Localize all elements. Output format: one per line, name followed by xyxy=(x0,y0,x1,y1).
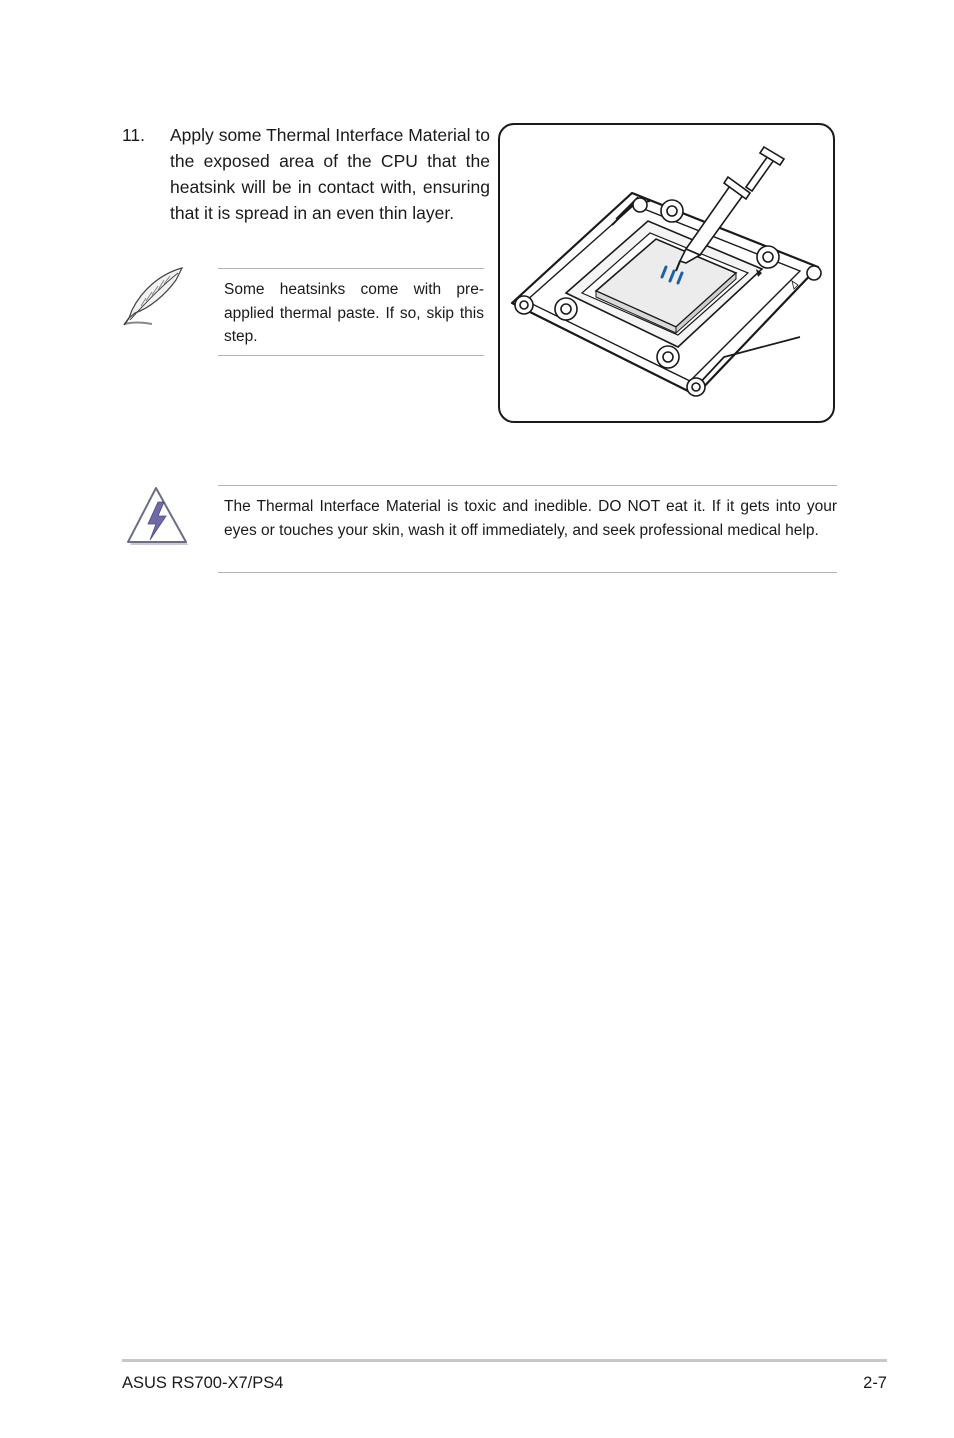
step-instruction: Apply some Thermal Interface Material to the exposed area of the CPU that the heatsink will be in contact with, ensuring that it is spread in an even thin layer. xyxy=(170,125,490,223)
warning-callout xyxy=(218,485,837,573)
step-number: 11. xyxy=(122,125,146,145)
footer-product-name: ASUS RS700-X7/PS4 xyxy=(122,1374,284,1392)
footer-divider xyxy=(122,1359,887,1362)
warning-lightning-icon xyxy=(124,484,190,548)
footer-page-number: 2-7 xyxy=(863,1374,887,1392)
note-callout xyxy=(218,268,484,356)
cpu-socket-figure xyxy=(498,123,835,423)
feather-pen-icon xyxy=(120,264,186,330)
warning-text: The Thermal Interface Material is toxic and inedible. DO NOT eat it. If it gets into your eyes or touches your skin, wash it off immediately, and seek professional medical help. xyxy=(224,498,837,539)
cpu-socket-thermal-paste-illustration xyxy=(500,125,833,421)
note-text: Some heatsinks come with pre-applied thermal paste. If so, skip this step. xyxy=(224,281,484,345)
